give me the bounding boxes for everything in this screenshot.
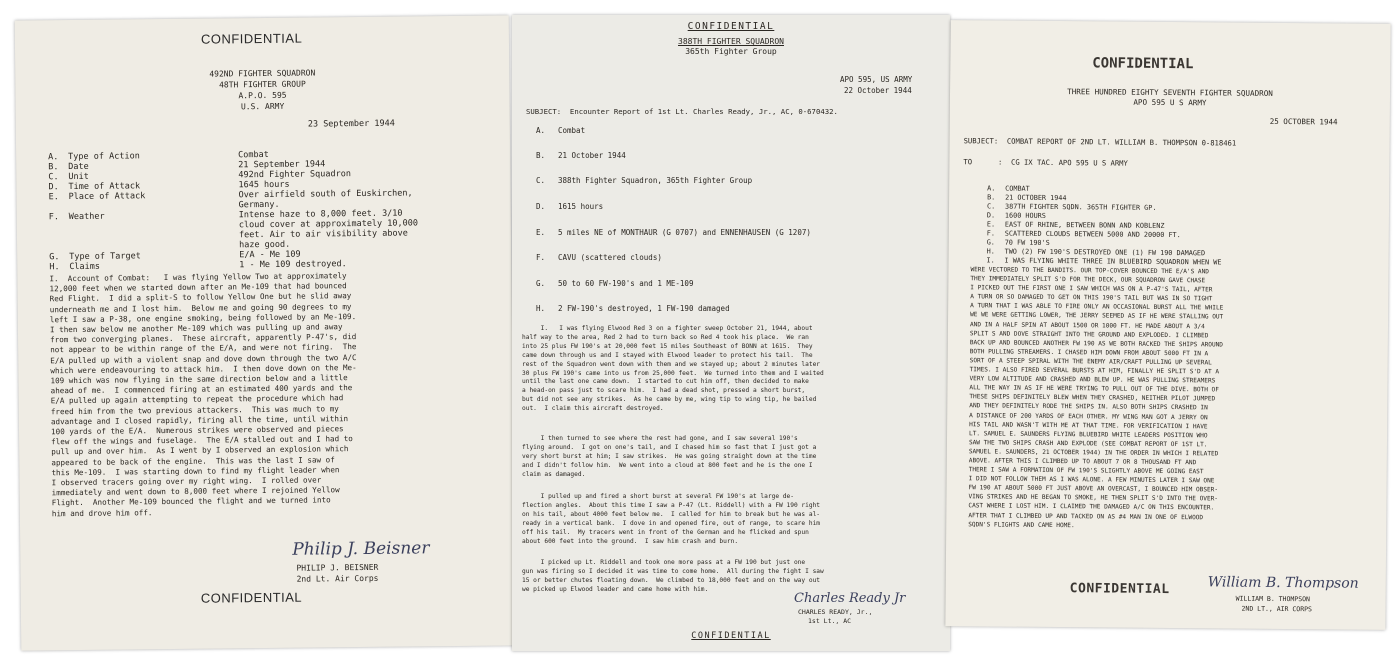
field-row xyxy=(49,208,489,253)
narrative-paragraph-2: I then turned to see where the rest had gone, and I saw several 190's flying around. I got on one's tail, and I chased him so fast that I just got a very short burst at him; I saw strikes. He was going straight down at the time and I didn't follow him. We went into a cloud at 800 feet and he is the one I claim as damaged. xyxy=(522,435,817,478)
item-text: 1615 hours xyxy=(558,202,604,211)
item-text: 388th Fighter Squadron, 365th Fighter Group xyxy=(558,176,753,185)
header-line: U.S. ARMY xyxy=(240,101,285,112)
field-value: Combat xyxy=(238,149,269,161)
item-text: 2 FW-190's destroyed, 1 FW-190 damaged xyxy=(558,304,730,313)
field-letter: H. xyxy=(49,262,60,273)
report-date: 23 September 1944 xyxy=(307,118,395,130)
item-letter: H. xyxy=(536,304,546,313)
item-text: 5 miles NE of MONTHAUR (G 0707) and ENNENHAUSEN (G 1207) xyxy=(558,228,811,237)
item-row xyxy=(987,211,1046,220)
to-line: TO : CG IX TAC. APO 595 U S ARMY xyxy=(963,157,1128,168)
header-line: 365th Fighter Group xyxy=(685,47,777,56)
signer-name: CHARLES READY, Jr., xyxy=(798,608,873,616)
signer-rank: 2nd Lt. Air Corps xyxy=(296,573,379,584)
field-label: Date xyxy=(68,161,89,173)
confidential-stamp-top: CONFIDENTIAL xyxy=(1092,55,1194,73)
item-text: Combat xyxy=(558,126,586,135)
report-sheet-1 xyxy=(15,15,516,650)
item-letter: C. xyxy=(536,176,546,185)
item-text: I WAS FLYING WHITE THREE IN BLUEBIRD SQUADRON WHEN WE xyxy=(1004,256,1222,267)
squadron-header xyxy=(950,86,1390,110)
narrative-paragraph-1: I. I was flying Elwood Red 3 on a fighter sweep October 21, 1944, about half way to the area, Red 2 had to turn back so Red 4 took his place. We ran into 25 plus FW 190's at 20,000 feet 15 miles Southeast of BONN at 1615. They came down through us and I stayed with Elwood leader to protect his tail. The rest of the Squadron went down with them and we stayed up; about 2 minutes later 30 plus FW 190's came into us from 25,000 feet. We turned into them and I waited until the last one came down. I started to cut him off, then decided to make a head-on pass just to scare him. I had a dead shot, pressed a short burst, but did not see any strikes. As he came by me, wing tip to wing tip, he bailed out. I claim this aircraft destroyed. xyxy=(522,325,824,413)
field-letter: G. xyxy=(49,252,60,263)
signer-name: WILLIAM B. THOMPSON xyxy=(1235,594,1311,604)
report-sheet-2 xyxy=(512,15,950,651)
field-value: 1645 hours xyxy=(238,179,290,191)
header-line: 388TH FIGHTER SQUADRON xyxy=(678,37,784,46)
item-letter: A. xyxy=(536,126,546,135)
narrative-paragraph-3: I pulled up and fired a short burst at several FW 190's at large de- flection angles. About this time I saw a P-47 (Lt. Riddell) with a FW 190 right on his tail, about 4000 feet below me. I called for him to break but he was al- ready in a vertical bank. I dove in and opened fire, out of range, to scare him off his tail. My tracers went in front of the German and he flicked and spun about 600 feet into the ground. I saw him crash and burn. xyxy=(522,493,821,545)
item-text: 70 FW 190'S xyxy=(1004,238,1050,247)
item-letter: D. xyxy=(536,202,546,211)
signature: Philip J. Beisner xyxy=(292,538,430,560)
combat-narrative: WERE VECTORED TO THE BANDITS. OUR TOP-COVER BOUNCED THE E/A'S AND THEY IMMEDIATELY SPLIT S'D FOR THE DECK, OUR SQUADRON GAVE CHASE I PICKED OUT THE FIRST ONE I SAW WHICH WAS ON A P-47'S TAIL, AFTER A TURN OR SO DAMAGED TO GET ON THIS 190'S TAIL BUT WAS IN SO TIGHT A TURN THAT I WAS ABLE TO FIRE ONLY AN OCCASIONAL BURST ALL THE WHILE WE WE WERE GETTING LOWER, THE JERRY SEEMED AS IF HE WERE STALLING OUT AND IN A HALF SPIN AT ABOUT 1500 OR 1000 FT. HE MADE ABOUT A 3/4 SPLIT S AND DOVE STRAIGHT INTO THE GROUND AND EXPLODED. I CLIMBED BACK UP AND BOUNCED ANOTHER FW 190 AS WE BOTH RACKED THE SHIPS AROUND BOTH PULLING STREAMERS. I CHASED HIM DOWN FROM ABOUT 5000 FT IN A SORT OF A STEEP SPIRAL WITH THE ENEMY AIR/CRAFT PULLING UP SEVERAL TIMES. I ALSO FIRED SEVERAL BURSTS AT HIM, FINALLY HE SPLIT S'D AT A VERY LOW ALTITUDE AND CRASHED AND BLEW UP. HE WAS PULLING STREAMERS ALL THE WAY IN AS IF HE WERE TRYING TO PULL OUT OF THE DIVE. BOTH OF THESE SHIPS DEFINITELY BLEW WHEN THEY CRASHED, NEITHER PILOT JUMPED AND THEY DEFINITELY RODE THE SHIPS IN. ALSO BOTH SHIPS CRASHED IN A DISTANCE OF 200 YARDS OF EACH OTHER. MY WING MAN GOT A JERRY ON HIS TAIL AND WASN'T WITH ME AT THAT TIME. FOR VERIFICATION I HAVE LT. SAMUEL E. SAUNDERS FLYING BLUEBIRD WHITE LEADERS POSITION WHO SAW THE TWO SHIPS CRASH AND EXPLODE (SEE COMBAT REPORT OF 1ST LT. SAMUEL E. SAUNDERS, 21 OCTOBER 1944) IN THE ORDER IN WHICH I RELATED ABOVE. AFTER THIS I CLIMBED UP TO ABOUT 7 OR 8 THOUSAND FT AND THERE I SAW A FORMATION OF FW 190'S SLIGHTLY ABOVE ME GOING EAST I DID NOT FOLLOW THEM AS I WAS ALONE. A FEW MINUTES LATER I SAW ONE FW 190 AT ABOUT 5000 FT JUST ABOVE AN OVERCAST, I BOUNCED HIM OBSER- VING STRIKES AND HE BEGAN TO SMOKE, HE THEN SPLIT S'D INTO THE OVER- CAST WHERE I LOST HIM. I CLAIMED THE DAMAGED A/C ON THIS ENCOUNTER. AFTER THAT I CLIMBED UP AND TACKED ON AS #4 MAN IN ONE OF ELWOOD SQDN'S FLIGHTS AND CAME HOME. xyxy=(968,266,1224,529)
item-letter: G. xyxy=(986,238,995,247)
squadron-header xyxy=(15,65,509,114)
item-row xyxy=(536,253,662,262)
header-line: A.P.O. 595 xyxy=(238,90,287,101)
item-letter: C. xyxy=(986,202,996,211)
signature: Charles Ready Jr xyxy=(794,591,906,606)
item-letter: G. xyxy=(536,279,546,288)
item-row xyxy=(987,229,1181,239)
report-sheet-3 xyxy=(945,20,1390,630)
item-row xyxy=(536,279,693,288)
item-row xyxy=(987,193,1066,202)
apo-line: APO 595, US ARMY xyxy=(840,75,913,84)
field-value: Intense haze to 8,000 feet. 3/10 cloud cover at approximately 10,000 feet. Air to air visibility above haze good. xyxy=(238,208,419,251)
narrative-paragraph-4: I picked up Lt. Riddell and took one more pass at a FW 190 but just one gun was firing so I decided it was time to come home. All during the fight I saw 15 or better chutes floating down. We climbed to 18,000 feet and on the way out we picked up Elwood leader and came home with him. xyxy=(522,559,824,593)
field-label: Place of Attack xyxy=(68,191,146,203)
item-text: COMBAT xyxy=(1005,184,1030,193)
item-text: 21 October 1944 xyxy=(558,151,626,160)
squadron-header xyxy=(512,37,950,57)
item-letter: H. xyxy=(986,247,995,256)
field-label: Time of Attack xyxy=(68,181,141,193)
field-label: Claims xyxy=(69,261,101,273)
item-letter: D. xyxy=(986,211,996,220)
field-value: 492nd Fighter Squadron xyxy=(238,169,351,181)
item-row xyxy=(536,228,811,237)
subject-line: SUBJECT: COMBAT REPORT OF 2ND LT. WILLIAM B. THOMPSON 0-818461 xyxy=(963,136,1237,148)
confidential-stamp-bottom: CONFIDENTIAL xyxy=(200,589,303,606)
confidential-stamp-top: CONFIDENTIAL xyxy=(687,21,775,32)
item-letter: F. xyxy=(536,253,546,262)
item-row xyxy=(987,220,1165,230)
field-value: 1 - Me 109 destroyed. xyxy=(239,259,347,271)
confidential-stamp-top: CONFIDENTIAL xyxy=(200,30,303,47)
signer-name: PHILIP J. BEISNER xyxy=(296,562,379,573)
item-letter: E. xyxy=(986,220,996,229)
field-letter: E. xyxy=(48,192,59,203)
field-value: 21 September 1944 xyxy=(238,159,326,171)
item-text: CAVU (scattered clouds) xyxy=(558,253,662,262)
field-letter: A. xyxy=(48,152,59,163)
field-value: E/A - Me 109 xyxy=(239,249,301,261)
item-text: SCATTERED CLOUDS BETWEEN 5000 AND 20000 FT. xyxy=(1004,229,1181,240)
field-letter: F. xyxy=(48,212,60,223)
header-line: 48TH FIGHTER GROUP xyxy=(218,79,306,90)
header-line: THREE HUNDRED EIGHTY SEVENTH FIGHTER SQUADRON xyxy=(1067,87,1273,98)
item-letter: F. xyxy=(986,229,996,238)
item-text: 50 to 60 FW-190's and 1 ME-109 xyxy=(558,279,694,288)
item-text: TWO (2) FW 190'S DESTROYED ONE (1) FW 190 DAMAGED xyxy=(1004,247,1206,258)
header-line: APO 595 U S ARMY xyxy=(1133,97,1207,108)
signature: William B. Thompson xyxy=(1207,574,1359,592)
item-text: EAST OF RHINE, BETWEEN BONN AND KOBLENZ xyxy=(1004,220,1165,230)
field-label: Weather xyxy=(68,211,105,223)
field-label: Type of Target xyxy=(69,251,141,263)
item-row xyxy=(987,202,1156,211)
account-of-combat: I. Account of Combat: I was flying Yellow Two at approximately 12,000 feet when we started down after an Me-109 that had bounced Red Flight. I did a split-S to follow Yellow One but he slid away underneath me and I lost him. Below me and going 90 degrees to my left I saw a P-38, one engine smoking, being followed by an Me-109. I then saw below me another Me-109 which was pulling up and away from two converging planes. These aircraft, apparently P-47's, did not appear to be within range of the E/A, and were not firing. The E/A pulled up with a violent snap and dove down through the two A/C which were endeavouring to attack him. I then dove down on the Me- 109 which was now flying in the same direction below and a little ahead of me. I commenced firing at an estimated 400 yards and the E/A pulled up again attempting to repeat the procedure which had freed him from the two previous attackers. This was much to my advantage and I closed rapidly, firing all the time, until within 100 yards of the E/A. Numerous strikes were observed and pieces flew off the wings and fuselage. The E/A stalled out and I had to pull up and over him. As I went by I observed an explosion which appeared to be back of the engine. This was the last I saw of this Me-109. I was starting down to find my flight leader when I observed tracers going over my right wing. I rolled over immediately and went down to 8,000 feet where I rejoined Yellow Flight. Another Me-109 bounced the flight and we turned into him and drove him off. xyxy=(49,271,357,518)
item-text: 387TH FIGHTER SQDN. 365TH FIGHTER GP. xyxy=(1004,202,1157,212)
item-row xyxy=(987,238,1050,247)
item-letter: E. xyxy=(536,228,546,237)
field-letter: C. xyxy=(48,172,59,183)
confidential-stamp-bottom: CONFIDENTIAL xyxy=(1069,581,1170,598)
signer-rank: 2ND LT., AIR CORPS xyxy=(1241,604,1313,614)
item-row xyxy=(536,126,585,135)
item-row xyxy=(987,184,1030,192)
report-date: 22 October 1944 xyxy=(844,86,912,95)
signer-rank: 1st Lt., AC xyxy=(808,617,852,625)
item-letter: B. xyxy=(536,151,546,160)
item-text: 21 OCTOBER 1944 xyxy=(1005,193,1067,203)
field-label: Unit xyxy=(68,171,89,183)
item-row xyxy=(536,151,626,160)
fields-list xyxy=(48,148,489,273)
item-row xyxy=(536,202,603,211)
item-text: 1600 HOURS xyxy=(1004,211,1046,220)
item-letter: B. xyxy=(987,193,996,202)
field-label: Type of Action xyxy=(68,151,140,163)
item-row xyxy=(536,176,752,185)
subject-line: SUBJECT: Encounter Report of 1st Lt. Charles Ready, Jr., AC, 0-670432. xyxy=(526,107,838,116)
confidential-stamp-bottom: CONFIDENTIAL xyxy=(691,631,771,641)
header-line: 492ND FIGHTER SQUADRON xyxy=(209,68,316,79)
item-letter: I. xyxy=(986,256,995,265)
field-letter: D. xyxy=(48,182,59,193)
item-letter: A. xyxy=(987,184,996,193)
item-row xyxy=(536,304,730,313)
field-value: Over airfield south of Euskirchen, Germany. xyxy=(238,188,413,211)
report-date: 25 OCTOBER 1944 xyxy=(1269,116,1338,127)
field-letter: B. xyxy=(48,162,59,173)
